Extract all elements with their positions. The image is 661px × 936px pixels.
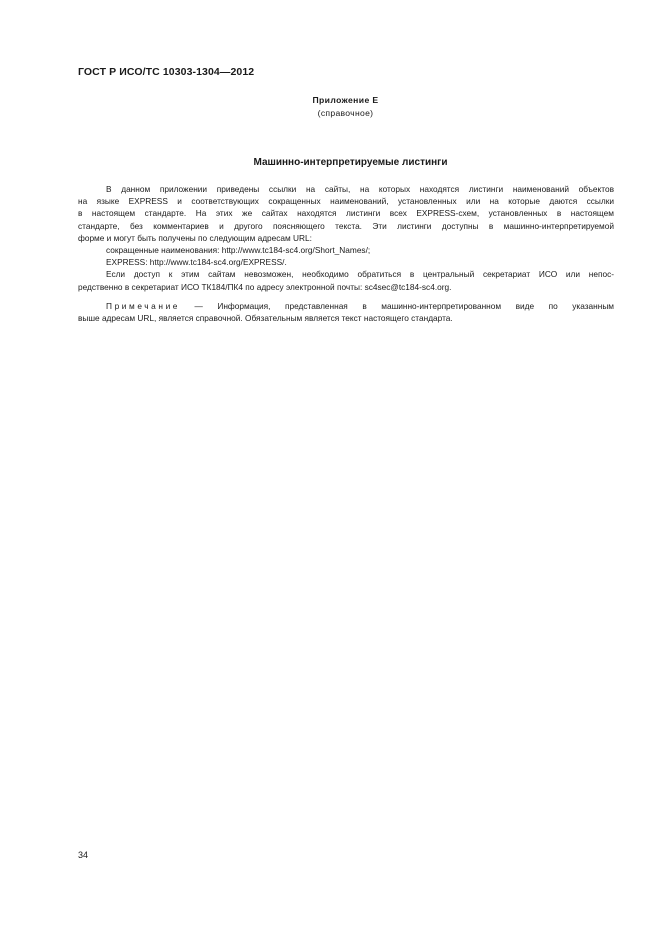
access-paragraph (78, 268, 614, 292)
annex-heading (0, 94, 661, 120)
express-url: EXPRESS: http://www.tc184-sc4.org/EXPRESS/. (106, 257, 287, 268)
paragraph-line: редственно в секретариат ИСО ТК184/ПК4 по адресу электронной почты: sc4sec@tc184-sc4.org. (78, 281, 452, 292)
note-text: — Информация, представленная в машинно-интерпретированном виде по указанным (180, 300, 614, 311)
url-list (78, 244, 614, 268)
intro-paragraph (78, 183, 614, 244)
paragraph-line: Если доступ к этим сайтам невозможен, необходимо обратиться в центральный секретариат ИСО или непос- (106, 269, 614, 280)
paragraph-line: стандарте, без комментариев и другого поясняющего текста. Эти листинги доступны в машинно-интерпретируемой (78, 220, 614, 231)
paragraph-line: на языке EXPRESS и соответствующих сокращенных наименований, установленных или на которые даются ссылки (78, 196, 614, 207)
annex-subtitle: (справочное) (317, 108, 374, 118)
paragraph-line: в настоящем стандарте. На этих же сайтах находятся листинги всех EXPRESS-схем, установленных в настоящем (78, 208, 614, 219)
annex-title: Приложение Е (312, 95, 379, 105)
note-line: выше адресам URL, является справочной. Обязательным является текст настоящего стандарта. (78, 313, 453, 324)
note-first-line (78, 300, 614, 312)
note-label: Примечание (106, 300, 181, 311)
paragraph-line: форме и могут быть получены по следующим адресам URL: (78, 232, 312, 243)
note-paragraph (78, 300, 614, 324)
standard-code-header: ГОСТ Р ИСО/ТС 10303-1304—2012 (78, 66, 255, 78)
short-names-url: сокращенные наименования: http://www.tc184-sc4.org/Short_Names/; (106, 245, 371, 256)
section-title: Машинно-интерпретируемые листинги (253, 157, 448, 168)
page-number: 34 (78, 850, 89, 860)
paragraph-line: В данном приложении приведены ссылки на сайты, на которых находятся листинги наименований объектов (106, 184, 614, 194)
body-text (78, 183, 614, 324)
